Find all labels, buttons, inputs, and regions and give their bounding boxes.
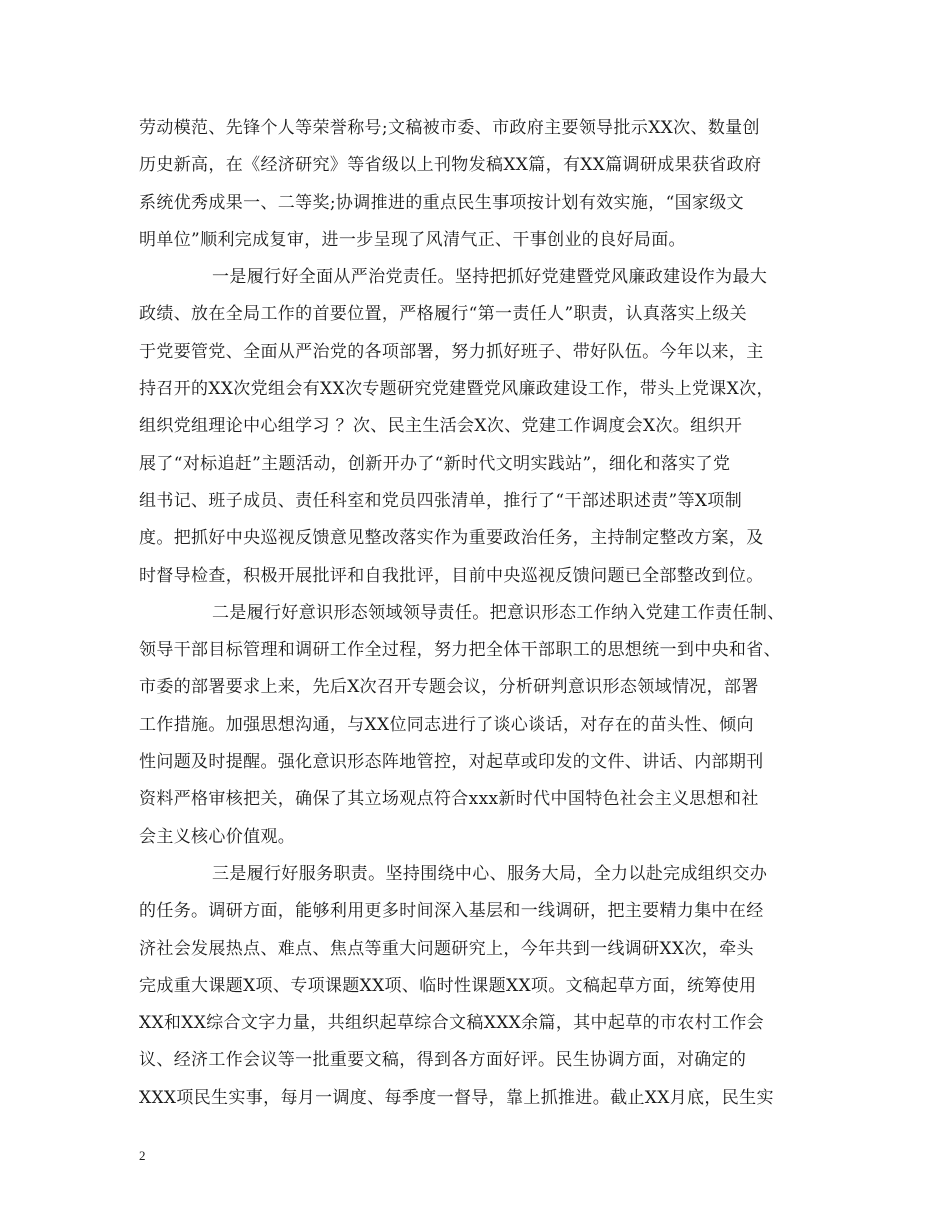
text-line: 历史新高，在《经济研究》等省级以上刊物发稿XX篇，有XX篇调研成果获省政府 [139, 155, 762, 176]
text-line: 性问题及时提醒。强化意识形态阵地管控，对起草或印发的文件、讲话、内部期刊 [139, 752, 764, 773]
text-line: 度。把抓好中央巡视反馈意见整改落实作为重要政治任务，主持制定整改方案，及 [139, 528, 764, 549]
document-body [139, 110, 819, 1117]
text-line: 于党要管党、全面从严治党的各项部署，努力抓好班子、带好队伍。今年以来，主 [139, 341, 764, 362]
text-line: 二是履行好意识形态领域领导责任。把意识形态工作纳入党建工作责任制、 [212, 602, 785, 623]
text-line: 济社会发展热点、难点、焦点等重大问题研究上，今年共到一线调研XX次，牵头 [139, 938, 754, 959]
text-line: 时督导检查，积极开展批评和自我批评，目前中央巡视反馈问题已全部整改到位。 [139, 565, 764, 586]
text-line: 工作措施。加强思想沟通，与XX位同志进行了谈心谈话，对存在的苗头性、倾向 [139, 714, 754, 735]
text-line: 展了“对标追赶”主题活动，创新开办了“新时代文明实践站”，细化和落实了党 [139, 453, 731, 474]
text-line: 组书记、班子成员、责任科室和党员四张清单，推行了“干部述职述责”等X项制 [139, 490, 743, 511]
text-line: 明单位”顺利完成复审，进一步呈现了风清气正、干事创业的良好局面。 [139, 229, 686, 250]
text-line: 组织党组理论中心组学习 ？次、民主生活会X次、党建工作调度会X次。组织开 [139, 416, 743, 437]
text-line: 资料严格审核把关，确保了其立场观点符合xxx新时代中国特色社会主义思想和社 [139, 789, 759, 810]
text-line: 一是履行好全面从严治党责任。坚持把抓好党建暨党风廉政建设作为最大 [212, 267, 768, 288]
text-line: 系统优秀成果一、二等奖;协调推进的重点民生事项按计划有效实施，“国家级文 [139, 192, 745, 213]
text-line: 领导干部目标管理和调研工作全过程，努力把全体干部职工的思想统一到中央和省、 [139, 640, 781, 661]
text-line: XXX项民生实事，每月一调度、每季度一督导，靠上抓推进。截止XX月底，民生实 [139, 1087, 774, 1108]
text-line: XX和XX综合文字力量，共组织起草综合文稿XXX余篇，其中起草的市农村工作会 [139, 1013, 765, 1034]
text-line: 会主义核心价值观。 [139, 826, 296, 847]
text-line: 的任务。调研方面，能够利用更多时间深入基层和一线调研，把主要精力集中在经 [139, 901, 764, 922]
text-line: 劳动模范、先锋个人等荣誉称号;文稿被市委、市政府主要领导批示XX次、数量创 [139, 118, 760, 138]
text-line: 议、经济工作会议等一批重要文稿，得到各方面好评。民生协调方面，对确定的 [139, 1050, 747, 1071]
page-number: 2 [139, 1148, 146, 1163]
text-line: 政绩、放在全局工作的首要位置，严格履行“第一责任人”职责，认真落实上级关 [139, 304, 747, 325]
text-line: 完成重大课题X项、专项课题XX项、临时性课题XX项。文稿起草方面，统筹使用 [139, 975, 757, 996]
text-line: 三是履行好服务职责。坚持围绕中心、服务大局，全力以赴完成组织交办 [212, 863, 768, 884]
text-line: 持召开的XX次党组会有XX次专题研究党建暨党风廉政建设工作，带头上党课X次， [139, 379, 774, 400]
text-line: 市委的部署要求上来，先后X次召开专题会议，分析研判意识形态领域情况，部署 [139, 677, 759, 698]
